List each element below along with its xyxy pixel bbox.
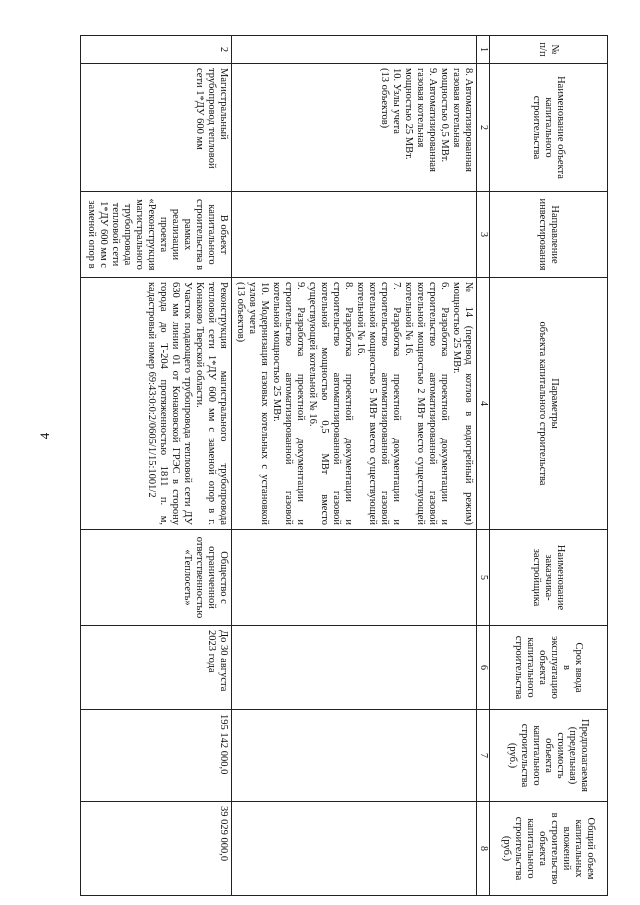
row-num: 2 (81, 36, 232, 64)
col-number: 1 (477, 36, 490, 64)
header-total: Общий объем капитальных вложений в строительство объекта капитального строительства (руб.) (490, 802, 608, 896)
investment-table-rotated (80, 35, 608, 895)
header-deadline: Срок ввода в эксплуатацию объекта капитального строительства (490, 626, 608, 710)
header-direction: Направление инвестирования (490, 192, 608, 278)
table-row (81, 36, 232, 896)
header-num: № п/п (490, 36, 608, 64)
col-number: 5 (477, 530, 490, 626)
header-parameters: Параметры объекта капитального строительства (490, 278, 608, 530)
col-number: 3 (477, 192, 490, 278)
row-object-name: Магистральный трубопровод тепловой сети 1*ДУ 600 мм (81, 64, 232, 192)
row-direction (232, 192, 477, 278)
row-object-name: 8. Автоматизированная газовая котельная мощностью 0,5 МВт. 9. Автоматизированная газовая котельная мощностью 25 МВт. 10. Узлы учета (13 объектов) (232, 64, 477, 192)
row-cost (232, 710, 477, 802)
page-number: 4 (37, 432, 52, 440)
col-number: 7 (477, 710, 490, 802)
col-number: 4 (477, 278, 490, 530)
header-row (490, 36, 608, 896)
row-deadline (232, 626, 477, 710)
row-total: 39 029 000,0 (81, 802, 232, 896)
col-number: 8 (477, 802, 490, 896)
row-parameters: Реконструкция магистрального трубопровода тепловой сети 1*ДУ 600 мм с заменой опор в г. Конаково Тверской области. Участок подающего трубопровода тепловой сети ДУ 630 мм линии 01 от Конаковской ГРЭС в сторону города до Т-204 протяженностью 1811 п. м, кадастровый номер 69:43:0:0:2/0605/1/15:1001/2 (81, 278, 232, 530)
row-customer: Общество с ограниченной ответственностью «Теплосеть» (81, 530, 232, 626)
header-cost: Предполагаемая (предельная) стоимость объекта капитального строительства (руб.) (490, 710, 608, 802)
row-customer (232, 530, 477, 626)
investment-table (80, 35, 608, 896)
row-parameters: № 14 (перевод котлов в водогрейный режим) мощностью 25 МВт. 6. Разработка проектной документации и строительство автоматизированной газовой котельной мощностью 2 МВт вместо существующей котельной № 16. 7. Разработка проектной документации и строительство автоматизированной газовой котельной мощностью 5 МВт вместо существующей котельной № 16. 8. Разработка проектной документации и строительство автоматизированной газовой котельной мощностью 0,5 МВт вместо существующей котельной № 16. 9. Разработка проектной документации и строительство автоматизированной газовой котельной мощностью 25 МВт. 10. Модернизация газовых котельных с установкой узлов учета (13 объектов) (232, 278, 477, 530)
header-object-name: Наименование объекта капитального строительства (490, 64, 608, 192)
table-row (232, 36, 477, 896)
column-number-row (477, 36, 490, 896)
header-customer: Наименование заказчика- застройщика (490, 530, 608, 626)
col-number: 2 (477, 64, 490, 192)
row-deadline: До 30 августа 2023 года (81, 626, 232, 710)
row-cost: 195 142 000,0 (81, 710, 232, 802)
row-direction: В объект капитального строительства в рамках реализации проекта «Реконструкция магистрального трубопровода тепловой сети 1*ДУ 600 мм с заменой опор в (81, 192, 232, 278)
col-number: 6 (477, 626, 490, 710)
row-total (232, 802, 477, 896)
row-num (232, 36, 477, 64)
